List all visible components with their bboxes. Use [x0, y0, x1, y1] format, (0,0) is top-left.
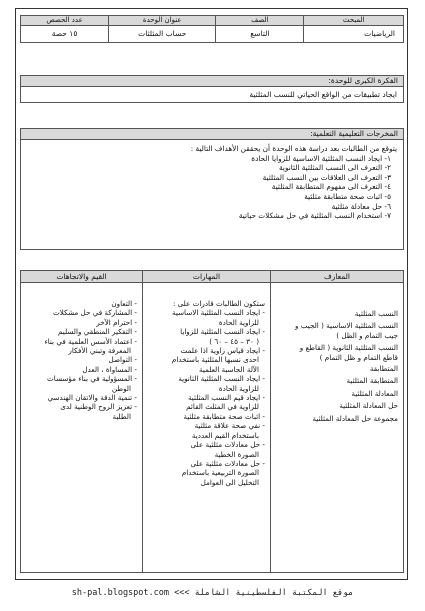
- skill-item: - ايجاد النسب المثلثية الاساسية: [171, 308, 265, 318]
- skill-item: احدى نسبها المثلثية باستخدام: [171, 355, 259, 365]
- knowledge-item: قاطع التمام و ظل التمام ): [319, 352, 398, 362]
- knowledge-item: المتطابقة المثلثية: [346, 376, 398, 386]
- outcome-item: ٤- التعرف الى مفهوم المتطابقة المثلثية: [271, 182, 391, 192]
- lessons-count-label: عدد الحصص: [21, 16, 109, 26]
- subject-label: المبحث: [304, 16, 404, 26]
- value-item: الطلبة: [112, 411, 131, 421]
- footer-site-credit: sh-pal.blogspot.com <<< موقع المكتبة الفلسطينية الشاملة: [71, 588, 354, 598]
- skill-item: - ايجاد النسب المثلثية للزوايا: [180, 327, 265, 337]
- skill-item: - اثبات صحة متطابقة مثلثية: [183, 411, 265, 421]
- skill-item: - حل معادلات مثلثية على: [190, 458, 265, 468]
- skills-intro: ستكون الطالبات قادرات على :: [172, 299, 265, 308]
- outcomes-intro: يتوقع من الطالبات بعد دراسة هذه الوحدة أن يحققن الأهداف التالية :: [190, 144, 397, 153]
- value-item: - تنمية الدقة والاتقان الهندسي: [47, 393, 137, 403]
- value-item: - التفكير المنطقي والسليم: [58, 327, 137, 337]
- subject-value: الرياضيات: [304, 26, 404, 43]
- knowledge-item: جيب التمام و الظل ): [336, 330, 398, 340]
- outcome-item: ٧- استخدام النسب المثلثية في حل مشكلات حياتية: [238, 211, 391, 221]
- skill-item: للزاوية في المثلث القائم: [186, 402, 259, 412]
- value-item: - اعتماد الأسس العلمية في بناء: [44, 336, 137, 346]
- skill-item: - نفي صحة علاقة مثلثية: [194, 421, 265, 431]
- knowledge-item: المتطابقة: [369, 364, 398, 374]
- value-item: - التواصل: [108, 355, 137, 365]
- knowledge-title: المعارف: [271, 271, 403, 283]
- outcome-item: ٢- التعرف الى النسب المثلثية الثانوية: [279, 163, 391, 173]
- grade-value: التاسع: [216, 26, 304, 43]
- value-item: - التعاون: [111, 299, 137, 308]
- knowledge-item: النسب المثلثية الثانوية ( القاطع و: [299, 343, 398, 353]
- unit-components-table: [20, 270, 404, 573]
- value-item: - تعزيز الروح الوطنية لدى: [60, 402, 137, 412]
- skills-title: المهارات: [143, 271, 270, 283]
- skill-item: - ايجاد قياس زاوية اذا علمت: [180, 346, 265, 356]
- outcome-item: ٦- حل معادلة مثلثية: [331, 201, 391, 211]
- value-item: - المسؤولية في بناء مؤسسات: [46, 374, 137, 384]
- unit-title-value: حساب المثلثات: [109, 26, 216, 43]
- value-item: - المشاركة في حل مشكلات: [52, 308, 137, 318]
- value-item: المعرفة وتبني الأفكار: [68, 346, 131, 356]
- knowledge-column: [270, 271, 403, 572]
- value-item: الوطن: [111, 383, 131, 393]
- outcome-item: ١- ايجاد النسب المثلثية الاساسية للزوايا الحادة: [251, 153, 391, 163]
- outcomes-list: [21, 140, 403, 221]
- grade-label: الصف: [216, 16, 304, 26]
- knowledge-item: مجموعة حل المعادلة المثلثية: [312, 413, 398, 423]
- knowledge-item: النسب المثلثية الاساسية ( الجيب و: [294, 321, 398, 331]
- outcomes-title: المخرجات التعليمية التعلمية:: [21, 129, 403, 140]
- skill-item: الصورة التربيعية باستخدام: [181, 468, 259, 478]
- main-idea-text: ايجاد تطبيقات من الواقع الحياتي للنسب المثلثية: [249, 90, 397, 99]
- lessons-count-value: ١٥ حصة: [21, 26, 109, 43]
- main-idea-title: الفكرة الكبرى للوحدة:: [21, 76, 403, 87]
- knowledge-item: حل المعادلة المثلثية: [339, 401, 398, 411]
- knowledge-item: المعادلة المثلثية: [351, 388, 398, 398]
- values-title: القيم والاتجاهات: [21, 271, 142, 283]
- value-item: - احترام الآخر: [96, 317, 137, 327]
- unit-title-label: عنوان الوحدة: [109, 16, 216, 26]
- outcome-item: ٥- اثبات صحة متطابقة مثلثية: [304, 191, 391, 201]
- skill-item: باستخدام القيم العددية: [191, 430, 259, 440]
- skill-item: للزاوية الحادة: [218, 383, 259, 393]
- skill-item: الآلة الحاسبة العلمية: [199, 364, 259, 374]
- outcome-item: ٣- التعرف الى العلاقات بين النسب المثلثية: [262, 172, 391, 182]
- skill-item: - حل معادلات مثلثية على: [190, 440, 265, 450]
- unit-info-table: [20, 15, 404, 43]
- skill-item: - ايجاد النسب المثلثية الثانوية: [178, 374, 265, 384]
- knowledge-item: النسب المثلثية: [354, 309, 398, 318]
- skill-item: للزاوية الحادة: [218, 317, 259, 327]
- value-item: - المساواة ، العدل: [82, 364, 137, 374]
- skills-column: [142, 271, 270, 572]
- skill-item: ( ٣٠ – ٤٥ – ٦٠ ): [209, 336, 259, 346]
- outcomes-section: [20, 128, 404, 250]
- skill-item: التحليل الى العوامل: [200, 477, 259, 487]
- skill-item: الصورة الخطية: [214, 449, 259, 459]
- main-idea-section: [20, 75, 404, 103]
- skill-item: - ايجاد قيم النسب المثلثية: [187, 393, 265, 403]
- values-column: [21, 271, 142, 572]
